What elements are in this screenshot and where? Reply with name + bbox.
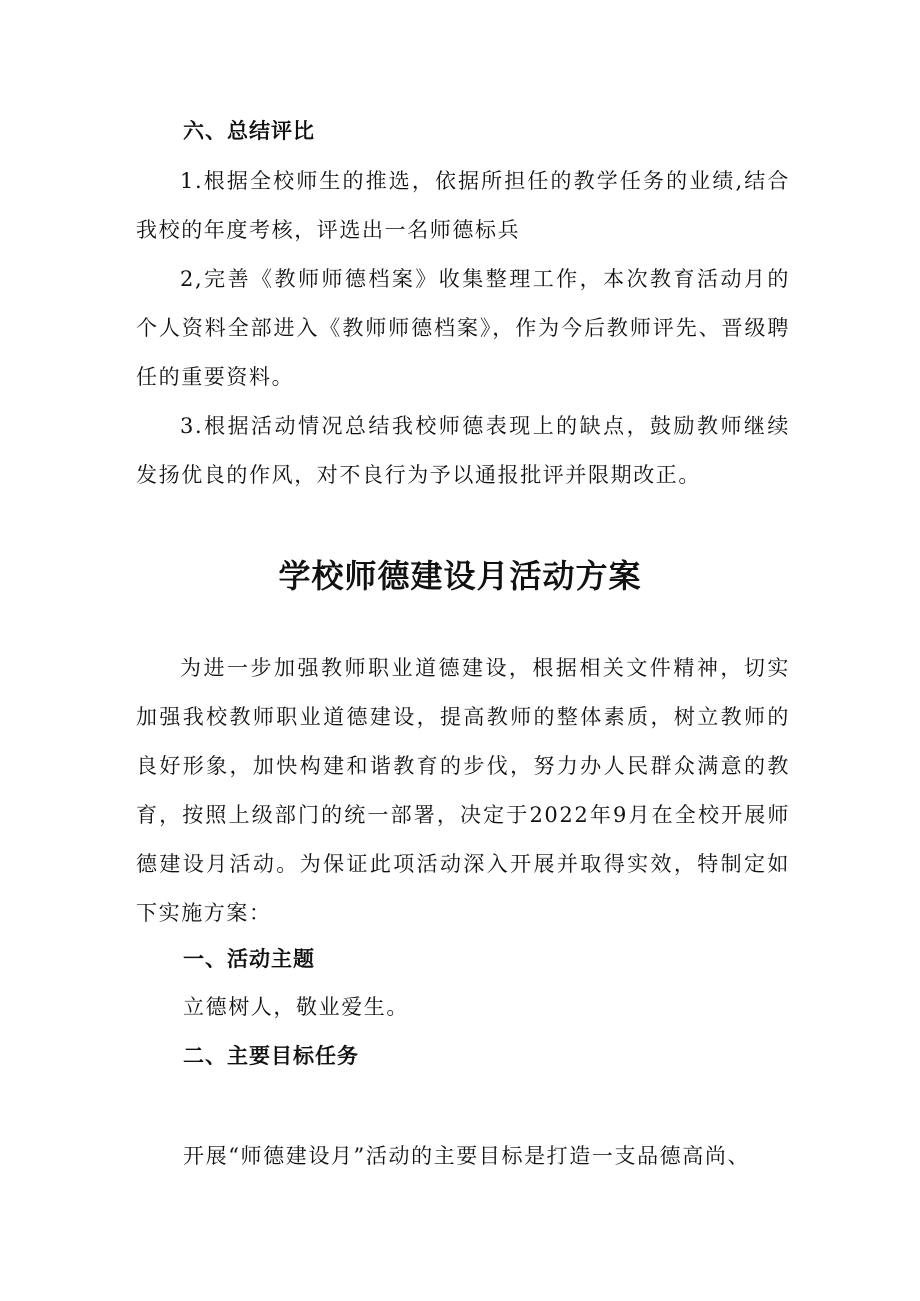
section-two-text: 开展“师德建设月”活动的主要目标是打造一支品德高尚、 [183,1144,751,1168]
section-two-heading: 二、主要目标任务 [183,1044,359,1068]
intro-paragraph: 为进一步加强教师职业道德建设，根据相关文件精神，切实加强我校教师职业道德建设，提高教师的整体素质，树立教师的良好形象，加快构建和谐教育的步伐，努力办人民群众满意的教育，按照上级部门的统一部署，决定于2022年9月在全校开展师德建设月活动。为保证此项活动深入开展并取得实效，特制定如下实施方案： [136,656,790,925]
section-six-item-2: 2,完善《教师师德档案》收集整理工作，本次教育活动月的个人资料全部进入《教师师德档案》，作为今后教师评先、晋级聘任的重要资料。 [136,267,790,389]
section-six-heading: 六、总结评比 [183,119,315,143]
section-one-text: 立德树人，敬业爱生。 [183,995,409,1019]
section-six-item-3: 3.根据活动情况总结我校师德表现上的缺点，鼓励教师继续发扬优良的作风，对不良行为予以通报批评并限期改正。 [136,414,790,487]
section-one-heading: 一、活动主题 [183,947,315,971]
document-title: 学校师德建设月活动方案 [278,557,642,595]
section-six-item-1: 1.根据全校师生的推选，依据所担任的教学任务的业绩,结合我校的年度考核，评选出一名师德标兵 [136,169,790,242]
